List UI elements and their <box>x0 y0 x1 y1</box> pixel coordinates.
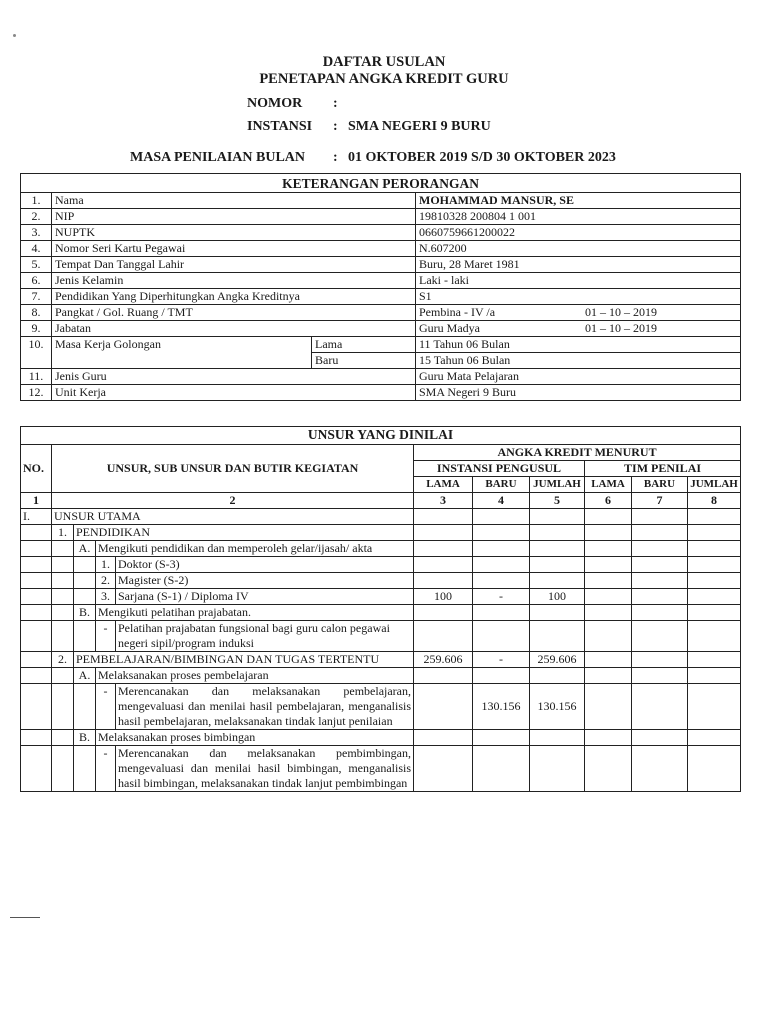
row-number: 7. <box>21 289 52 305</box>
row-label: Jenis Guru <box>52 369 416 385</box>
sub-unsur-no: 2. <box>52 652 74 668</box>
jabatan-tmt: 01 – 10 – 2019 <box>585 321 658 335</box>
item-text: Melaksanakan proses pembelajaran <box>96 668 414 684</box>
personal-section-title: KETERANGAN PERORANGAN <box>21 174 741 193</box>
personal-row <box>21 241 741 257</box>
row-number: 3. <box>21 225 52 241</box>
sub-unsur-label: PENDIDIKAN <box>74 525 414 541</box>
row-number: 4. <box>21 241 52 257</box>
personal-row <box>21 305 741 321</box>
sub-item-text: Magister (S-2) <box>116 573 414 589</box>
masa-penilaian-value: 01 OKTOBER 2019 S/D 30 OKTOBER 2023 <box>348 150 616 165</box>
row-number: 2. <box>21 209 52 225</box>
col-header-unsur: UNSUR, SUB UNSUR DAN BUTIR KEGIATAN <box>52 445 414 493</box>
sub-item-text: Doktor (S-3) <box>116 557 414 573</box>
personal-row <box>21 337 741 353</box>
row-label: Tempat Dan Tanggal Lahir <box>52 257 416 273</box>
column-number: 3 <box>414 493 473 509</box>
instansi-label: INSTANSI <box>247 119 313 134</box>
unsur-no: I. <box>21 509 52 525</box>
personal-row <box>21 257 741 273</box>
personal-row <box>21 273 741 289</box>
sub-item-no: 2. <box>96 573 116 589</box>
item-letter: B. <box>74 730 96 746</box>
row-value: MOHAMMAD MANSUR, SE <box>416 193 741 209</box>
sub-unsur-no: 1. <box>52 525 74 541</box>
table-row <box>21 573 741 589</box>
item-text: Mengikuti pelatihan prajabatan. <box>96 605 414 621</box>
row-number: 12. <box>21 385 52 401</box>
row-label: NUPTK <box>52 225 416 241</box>
masa-kerja-lama-label: Lama <box>312 337 416 353</box>
jabatan-value: Guru Madya <box>419 321 480 335</box>
item-letter: A. <box>74 541 96 557</box>
row-label: Pendidikan Yang Diperhitungkan Angka Kreditnya <box>52 289 416 305</box>
column-number: 2 <box>52 493 414 509</box>
sub-item-text: Merencanakan dan melaksanakan pembimbingan, mengevaluasi dan menilai hasil bimbingan, menganalisis hasil bimbingan, melaksanakan tindak lanjut pembimbingan <box>116 746 414 792</box>
table-row <box>21 668 741 684</box>
column-number: 1 <box>21 493 52 509</box>
personal-row <box>21 321 741 337</box>
column-number: 4 <box>473 493 530 509</box>
dash-bullet: - <box>96 621 116 652</box>
instansi-baru-value: 130.156 <box>473 684 530 730</box>
row-value: Buru, 28 Maret 1981 <box>416 257 741 273</box>
sub-item-no: 3. <box>96 589 116 605</box>
sub-item-text: Merencanakan dan melaksanakan pembelajaran, mengevaluasi dan menilai hasil pembelajaran, menganalisis hasil pembelajaran, melaksanakan tindak lanjut penilaian <box>116 684 414 730</box>
col-header-lama: LAMA <box>414 477 473 493</box>
row-value: 19810328 200804 1 001 <box>416 209 741 225</box>
sub-item-no: 1. <box>96 557 116 573</box>
personal-row <box>21 385 741 401</box>
column-number: 6 <box>585 493 632 509</box>
instansi-lama-value: 100 <box>414 589 473 605</box>
masa-penilaian-label: MASA PENILAIAN BULAN <box>130 150 306 165</box>
table-row <box>21 684 741 730</box>
unsur-table <box>20 426 741 792</box>
personal-row <box>21 209 741 225</box>
item-letter: A. <box>74 668 96 684</box>
unsur-section-title: UNSUR YANG DINILAI <box>21 427 741 445</box>
masa-kerja-lama-value: 11 Tahun 06 Bulan <box>416 337 741 353</box>
col-header-baru: BARU <box>632 477 688 493</box>
row-value: S1 <box>416 289 741 305</box>
dash-bullet: - <box>96 746 116 792</box>
col-header-tim-penilai: TIM PENILAI <box>585 461 741 477</box>
pangkat-tmt: 01 – 10 – 2019 <box>585 305 658 319</box>
item-text: Melaksanakan proses bimbingan <box>96 730 414 746</box>
sub-item-text: Pelatihan prajabatan fungsional bagi guru calon pegawai negeri sipil/program induksi <box>116 621 414 652</box>
row-label: Nama <box>52 193 416 209</box>
instansi-value: SMA NEGERI 9 BURU <box>348 119 491 134</box>
nomor-separator: : <box>333 96 338 111</box>
personal-row <box>21 193 741 209</box>
row-value: Guru Mata Pelajaran <box>416 369 741 385</box>
instansi-baru-value: - <box>473 652 530 668</box>
col-header-baru: BARU <box>473 477 530 493</box>
instansi-jumlah-value: 100 <box>530 589 585 605</box>
row-label: Jabatan <box>52 321 416 337</box>
row-number: 1. <box>21 193 52 209</box>
col-header-lama: LAMA <box>585 477 632 493</box>
column-number-row <box>21 493 741 509</box>
row-label: Jenis Kelamin <box>52 273 416 289</box>
table-row <box>21 589 741 605</box>
table-row <box>21 621 741 652</box>
sub-unsur-label: PEMBELAJARAN/BIMBINGAN DAN TUGAS TERTENTU <box>74 652 414 668</box>
col-header-instansi: INSTANSI PENGUSUL <box>414 461 585 477</box>
col-header-jumlah: JUMLAH <box>530 477 585 493</box>
column-number: 5 <box>530 493 585 509</box>
item-text: Mengikuti pendidikan dan memperoleh gelar/ijasah/ akta <box>96 541 414 557</box>
row-number: 11. <box>21 369 52 385</box>
row-value: Laki - laki <box>416 273 741 289</box>
table-row <box>21 605 741 621</box>
item-letter: B. <box>74 605 96 621</box>
row-value <box>416 321 741 337</box>
row-value: N.607200 <box>416 241 741 257</box>
row-value: 0660759661200022 <box>416 225 741 241</box>
personal-info-table <box>20 173 741 401</box>
row-value: SMA Negeri 9 Buru <box>416 385 741 401</box>
row-value <box>416 305 741 321</box>
personal-row <box>21 369 741 385</box>
table-row <box>21 730 741 746</box>
footnote-divider <box>10 917 40 918</box>
row-number: 8. <box>21 305 52 321</box>
pangkat-value: Pembina - IV /a <box>419 305 496 319</box>
column-number: 7 <box>632 493 688 509</box>
personal-row <box>21 289 741 305</box>
nomor-label: NOMOR <box>247 96 303 111</box>
table-row <box>21 525 741 541</box>
dash-bullet: - <box>96 684 116 730</box>
document-title: DAFTAR USULAN <box>322 54 446 70</box>
table-row <box>21 541 741 557</box>
col-header-no: NO. <box>21 445 52 493</box>
column-number: 8 <box>688 493 741 509</box>
col-header-angka-kredit: ANGKA KREDIT MENURUT <box>414 445 741 461</box>
table-row <box>21 557 741 573</box>
row-label: Nomor Seri Kartu Pegawai <box>52 241 416 257</box>
col-header-jumlah: JUMLAH <box>688 477 741 493</box>
instansi-baru-value: - <box>473 589 530 605</box>
table-row <box>21 746 741 792</box>
table-row <box>21 652 741 668</box>
row-label: Unit Kerja <box>52 385 416 401</box>
masa-kerja-baru-value: 15 Tahun 06 Bulan <box>416 353 741 369</box>
row-number: 6. <box>21 273 52 289</box>
unsur-label: UNSUR UTAMA <box>52 509 414 525</box>
instansi-jumlah-value: 259.606 <box>530 652 585 668</box>
row-label: NIP <box>52 209 416 225</box>
row-number: 9. <box>21 321 52 337</box>
instansi-separator: : <box>333 119 338 134</box>
row-number: 10. <box>21 337 52 369</box>
sub-item-text: Sarjana (S-1) / Diploma IV <box>116 589 414 605</box>
masa-kerja-baru-label: Baru <box>312 353 416 369</box>
scan-speck <box>13 34 16 37</box>
row-label: Masa Kerja Golongan <box>52 337 312 369</box>
row-label: Pangkat / Gol. Ruang / TMT <box>52 305 416 321</box>
instansi-lama-value: 259.606 <box>414 652 473 668</box>
document-subtitle: PENETAPAN ANGKA KREDIT GURU <box>259 71 509 87</box>
instansi-jumlah-value: 130.156 <box>530 684 585 730</box>
table-row <box>21 509 741 525</box>
row-number: 5. <box>21 257 52 273</box>
personal-row <box>21 225 741 241</box>
masa-penilaian-separator: : <box>333 150 338 165</box>
